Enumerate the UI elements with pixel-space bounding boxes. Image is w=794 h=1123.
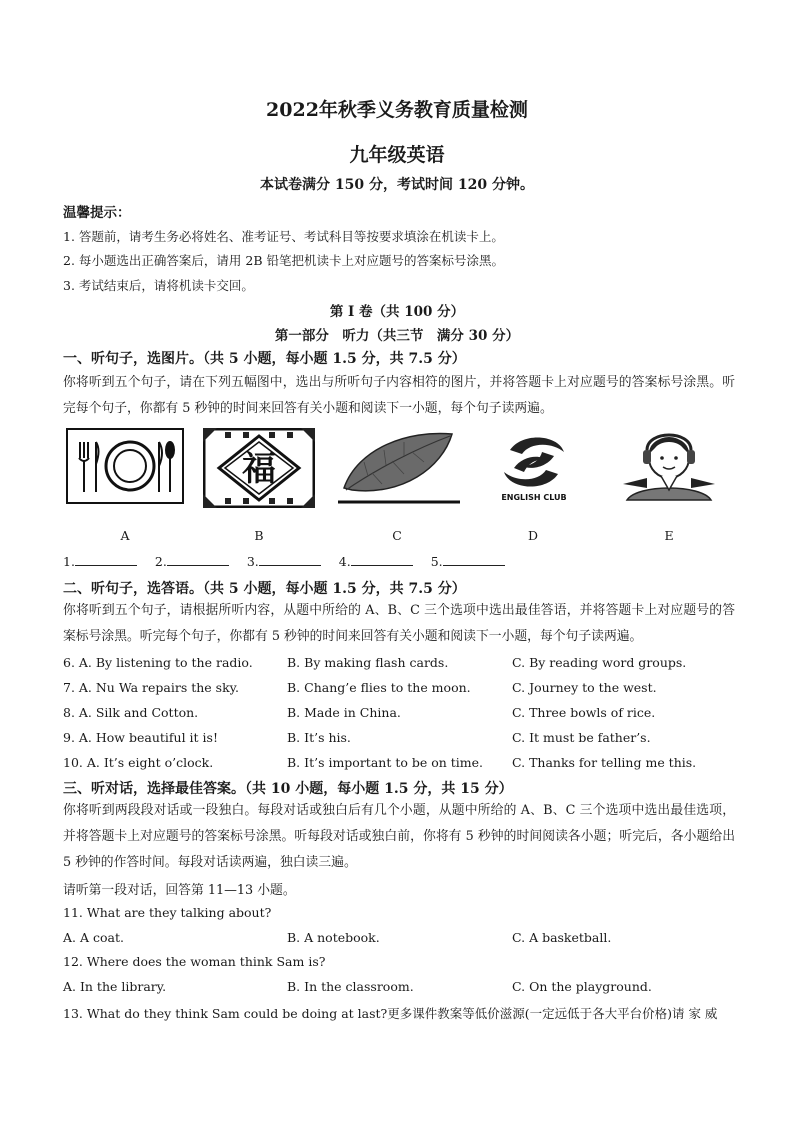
option-a[interactable]: A. A coat. — [63, 930, 124, 945]
option-b[interactable]: B. In the classroom. — [287, 979, 414, 994]
option-b[interactable]: B. Made in China. — [287, 705, 401, 720]
option-c[interactable]: C. Journey to the west. — [512, 680, 657, 695]
blank-number: 3. — [246, 554, 259, 569]
tip-item: 1. 答题前，请考生务必将姓名、准考证号、考试科目等按要求填涂在机读卡上。 — [63, 229, 504, 244]
option-a[interactable]: 9. A. How beautiful it is! — [63, 730, 218, 745]
picture-e-person-headphones — [617, 428, 721, 512]
exam-subject: 九年级英语 — [349, 144, 445, 166]
answer-blank[interactable] — [351, 553, 413, 566]
answer-blank[interactable] — [443, 553, 505, 566]
picture-label-b: B — [254, 528, 264, 543]
picture-c-leaf — [338, 428, 460, 512]
answer-blank[interactable] — [75, 553, 137, 566]
option-a[interactable]: 10. A. It’s eight o’clock. — [63, 755, 214, 770]
option-a[interactable]: 6. A. By listening to the radio. — [63, 655, 253, 670]
tip-item: 2. 每小题选出正确答案后，请用 2B 铅笔把机读卡上对应题号的答案标号涂黑。 — [63, 253, 504, 268]
option-c[interactable]: C. Three bowls of rice. — [512, 705, 656, 720]
tip-item: 3. 考试结束后，请将机读卡交回。 — [63, 278, 254, 293]
picture-label-d: D — [527, 528, 539, 543]
option-a[interactable]: 8. A. Silk and Cotton. — [63, 705, 199, 720]
blank-number: 2. — [154, 554, 167, 569]
answer-blanks — [63, 553, 519, 569]
blank-number: 1. — [63, 554, 75, 569]
section1-instruction: 你将听到五个句子，请在下列五幅图中，选出与所听句子内容相符的图片，并将答题卡上对应题号的答案标号涂黑。听完每个句子，你都有 5 秒钟的时间来回答有关小题和阅读下一小题，每个句子读两遍。 — [63, 375, 735, 416]
question-stem: 11. What are they talking about? — [63, 905, 272, 920]
picture-d-english-club-logo — [482, 428, 586, 512]
section2-instruction: 你将听到五个句子，请根据所听内容，从题中所给的 A、B、C 三个选项中选出最佳答语，并将答题卡上对应题号的答案标号涂黑。听完每个句子，你都有 5 秒钟的时间来回答有关小题和阅读下一小题，每个句子读两遍。 — [63, 603, 735, 644]
english-club-text: ENGLISH CLUB — [501, 493, 567, 502]
fu-char-text: 福 — [242, 449, 276, 489]
answer-blank[interactable] — [167, 553, 229, 566]
option-c[interactable]: C. It must be father’s. — [512, 730, 651, 745]
option-b[interactable]: B. By making flash cards. — [287, 655, 449, 670]
option-c[interactable]: C. Thanks for telling me this. — [512, 755, 697, 770]
section3-heading: 三、听对话，选择最佳答案。（共 10 小题，每小题 1.5 分，共 15 分） — [63, 781, 513, 797]
option-c[interactable]: C. A basketball. — [512, 930, 612, 945]
picture-label-e: E — [664, 528, 674, 543]
picture-a-plate-cutlery — [66, 428, 184, 508]
option-a[interactable]: A. In the library. — [63, 979, 167, 994]
option-b[interactable]: B. Chang’e flies to the moon. — [287, 680, 471, 695]
volume-heading: 第 I 卷（共 100 分） — [329, 304, 465, 320]
picture-b-fu-character — [203, 428, 315, 512]
dialog-intro: 请听第一段对话，回答第 11—13 小题。 — [63, 883, 296, 898]
exam-title: 2022年秋季义务教育质量检测 — [266, 99, 528, 121]
picture-label-c: C — [392, 528, 402, 543]
section2-heading: 二、听句子，选答语。（共 5 小题，每小题 1.5 分，共 7.5 分） — [63, 581, 466, 597]
section3-instruction: 你将听到两段段对话或一段独白。每段对话或独白后有几个小题，从题中所给的 A、B、C 三个选项中选出最佳选项，并将答题卡上对应题号的答案标号涂黑。听每段对话或独白前，你将有 5 秒钟的时间阅读各小题；听完后，各小题给出 5 秒钟的作答时间。每段对话读两遍，独白读三遍。 — [63, 803, 735, 870]
exam-note: 本试卷满分 150 分，考试时间 120 分钟。 — [260, 177, 534, 193]
blank-number: 5. — [430, 554, 443, 569]
part-heading: 第一部分 听力（共三节 满分 30 分） — [274, 328, 520, 344]
option-a[interactable]: 7. A. Nu Wa repairs the sky. — [63, 680, 240, 695]
picture-label-a: A — [120, 528, 130, 543]
blank-number: 4. — [338, 554, 351, 569]
option-b[interactable]: B. It’s important to be on time. — [287, 755, 484, 770]
option-b[interactable]: B. A notebook. — [287, 930, 380, 945]
option-c[interactable]: C. On the playground. — [512, 979, 652, 994]
tips-heading: 温馨提示： — [63, 205, 131, 221]
answer-blank[interactable] — [259, 553, 321, 566]
option-b[interactable]: B. It’s his. — [287, 730, 351, 745]
question-stem: 13. What do they think Sam could be doing at last?更多课件教案等低价滋源(一定远低于各大平台价格)请 家 威 — [63, 1006, 718, 1021]
question-stem: 12. Where does the woman think Sam is? — [63, 954, 326, 969]
section1-heading: 一、听句子，选图片。（共 5 小题，每小题 1.5 分，共 7.5 分） — [63, 351, 466, 367]
option-c[interactable]: C. By reading word groups. — [512, 655, 687, 670]
